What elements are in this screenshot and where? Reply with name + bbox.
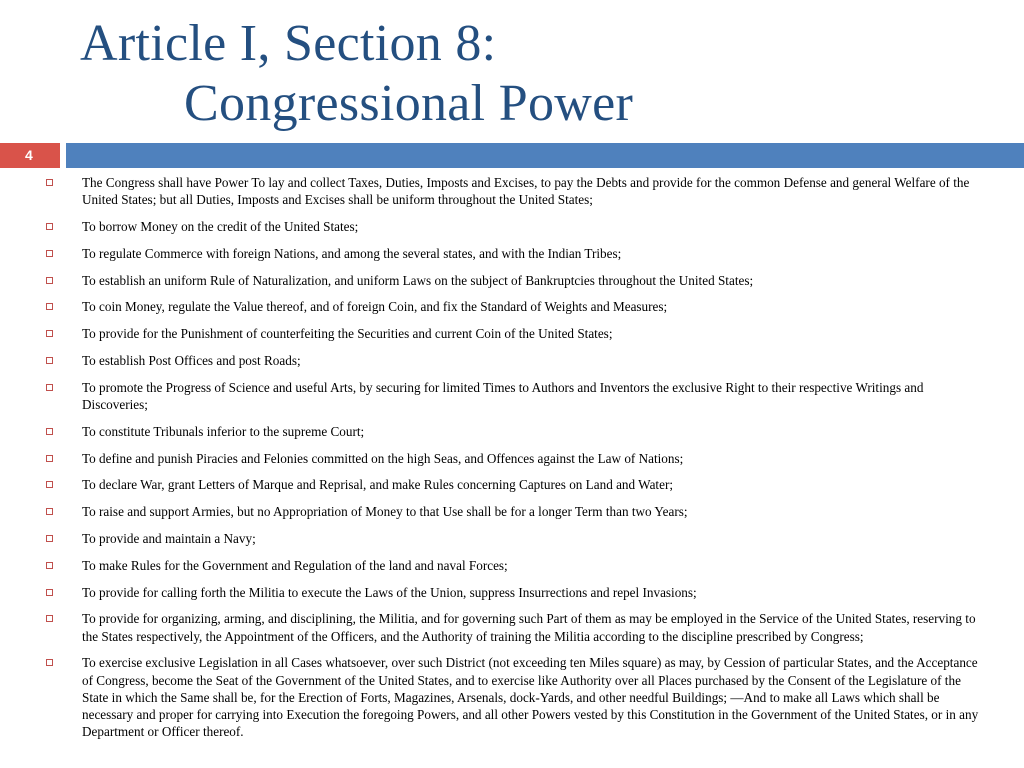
bullet-text: To make Rules for the Government and Regulation of the land and naval Forces;: [82, 557, 508, 573]
bullet-text: To constitute Tribunals inferior to the supreme Court;: [82, 423, 365, 439]
bullet-item: [46, 298, 986, 315]
slide-title: [80, 14, 633, 134]
bullet-item: [46, 272, 986, 289]
square-bullet-icon: [46, 481, 53, 488]
bullet-item: [46, 423, 986, 440]
bullet-item: [46, 245, 986, 262]
square-bullet-icon: [46, 428, 53, 435]
bullet-item: [46, 610, 986, 644]
square-bullet-icon: [46, 535, 53, 542]
bullet-text: To establish Post Offices and post Roads;: [82, 352, 301, 368]
bullet-text: The Congress shall have Power To lay and collect Taxes, Duties, Imposts and Excises, to pay the Debts and provide for the common Defense and general Welfare of the United States; but all Duties, Imposts and Excises shall be uniform throughout the United States;: [82, 175, 970, 208]
bullet-text: To exercise exclusive Legislation in all Cases whatsoever, over such District (not exceeding ten Miles square) as may, by Cession of particular States, and the Acceptance of Congress, become the Seat of the Government of the United States, and to exercise like Authority over all Places purchased by the Consent of the Legislature of the State in which the Same shall be, for the Erection of Forts, Magazines, Arsenals, dock-Yards, and other needful Buildings; —And to make all Laws which shall be necessary and proper for carrying into Execution the foregoing Powers, and all other Powers vested by this Constitution in the Government of the United States, or in any Department or Officer thereof.: [82, 655, 979, 740]
square-bullet-icon: [46, 357, 53, 364]
slide-number-badge: 4: [0, 143, 60, 168]
bullet-item: [46, 476, 986, 493]
bullet-item: [46, 352, 986, 369]
bullet-text: To define and punish Piracies and Felonies committed on the high Seas, and Offences against the Law of Nations;: [82, 450, 684, 466]
slide-title-line-2: Congressional Power: [184, 75, 634, 132]
square-bullet-icon: [46, 384, 53, 391]
square-bullet-icon: [46, 562, 53, 569]
square-bullet-icon: [46, 455, 53, 462]
bullet-item: [46, 503, 986, 520]
bullet-item: [46, 379, 986, 413]
square-bullet-icon: [46, 508, 53, 515]
bullet-text: To provide for calling forth the Militia to execute the Laws of the Union, suppress Insurrections and repel Invasions;: [82, 584, 697, 600]
bullet-item: [46, 325, 986, 342]
slide-title-line-1: Article I, Section 8:: [80, 15, 497, 72]
bullet-text: To borrow Money on the credit of the United States;: [82, 219, 359, 234]
square-bullet-icon: [46, 615, 53, 622]
square-bullet-icon: [46, 330, 53, 337]
square-bullet-icon: [46, 659, 53, 666]
bullet-item: [46, 218, 986, 235]
bullet-item: [46, 174, 986, 208]
bullet-text: To promote the Progress of Science and useful Arts, by securing for limited Times to Authors and Inventors the exclusive Right to their respective Writings and Discoveries;: [82, 379, 924, 412]
square-bullet-icon: [46, 250, 53, 257]
bullet-list: [46, 174, 986, 750]
bullet-text: To raise and support Armies, but no Appropriation of Money to that Use shall be for a longer Term than two Years;: [82, 504, 688, 520]
square-bullet-icon: [46, 589, 53, 596]
square-bullet-icon: [46, 277, 53, 284]
bullet-text: To provide for organizing, arming, and disciplining, the Militia, and for governing such Part of them as may be employed in the Service of the United States, reserving to the States respectively, the Appointment of the Officers, and the Authority of training the Militia according to the discipline prescribed by Congress;: [82, 611, 976, 644]
bullet-text: To regulate Commerce with foreign Nations, and among the several states, and with the Indian Tribes;: [82, 245, 622, 261]
bullet-item: [46, 584, 986, 601]
square-bullet-icon: [46, 303, 53, 310]
square-bullet-icon: [46, 179, 53, 186]
bullet-item: [46, 530, 986, 547]
header-accent-bar: [66, 143, 1024, 168]
square-bullet-icon: [46, 223, 53, 230]
bullet-text: To declare War, grant Letters of Marque and Reprisal, and make Rules concerning Captures on Land and Water;: [82, 477, 673, 493]
bullet-item: [46, 654, 986, 740]
bullet-text: To provide and maintain a Navy;: [82, 530, 256, 546]
bullet-text: To provide for the Punishment of counterfeiting the Securities and current Coin of the United States;: [82, 326, 613, 342]
bullet-item: [46, 450, 986, 467]
bullet-text: To establish an uniform Rule of Naturalization, and uniform Laws on the subject of Bankruptcies throughout the United States;: [82, 272, 754, 288]
bullet-text: To coin Money, regulate the Value thereof, and of foreign Coin, and fix the Standard of Weights and Measures;: [82, 299, 668, 315]
bullet-item: [46, 557, 986, 574]
